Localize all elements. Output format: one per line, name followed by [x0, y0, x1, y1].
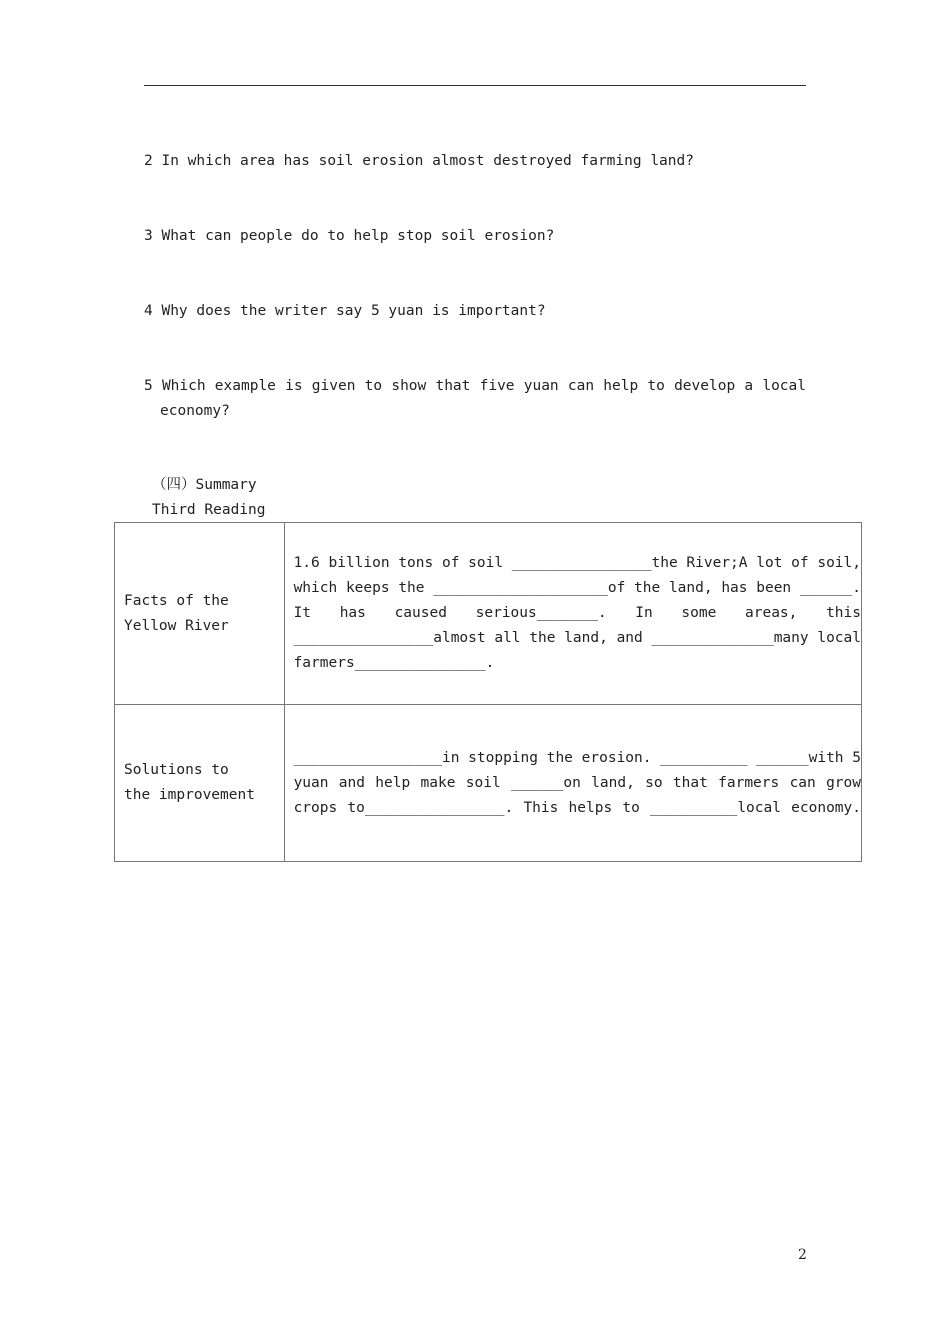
question-4: 4 Why does the writer say 5 yuan is important? — [144, 303, 546, 319]
question-3: 3 What can people do to help stop soil erosion? — [144, 228, 555, 244]
facts-label-line-1: Facts of the — [124, 592, 229, 609]
table-row — [115, 523, 862, 705]
facts-line-2: which keeps the ____________________of the land, has been ______. — [293, 580, 861, 596]
facts-line-4: ________________almost all the land, and ______________many local — [293, 630, 861, 646]
question-5-line-2: economy? — [160, 403, 230, 419]
solutions-line-3: crops to________________. This helps to __________local economy. — [293, 799, 861, 816]
solutions-content-cell — [284, 705, 861, 862]
question-5-line-1: 5 Which example is given to show that five yuan can help to develop a local — [144, 378, 806, 394]
facts-line-3: It has caused serious_______. In some areas, this — [293, 605, 861, 621]
question-2: 2 In which area has soil erosion almost destroyed farming land? — [144, 153, 694, 169]
top-rule — [144, 85, 806, 86]
question-5 — [144, 374, 806, 424]
facts-line-5: farmers_______________. — [293, 655, 495, 671]
facts-label-line-2: Yellow River — [124, 617, 229, 634]
solutions-line-1: _________________in stopping the erosion. __________ ______with 5 — [293, 749, 861, 766]
solutions-label-line-1: Solutions to — [124, 762, 229, 778]
facts-content-cell — [284, 523, 861, 705]
solutions-line-2: yuan and help make soil ______on land, so that farmers can grow — [293, 774, 861, 791]
facts-label-cell — [115, 523, 285, 705]
solutions-label-line-2: the improvement — [124, 787, 255, 803]
page-number: 2 — [798, 1247, 807, 1263]
section-subheading: Third Reading — [152, 502, 266, 518]
facts-line-1: 1.6 billion tons of soil ________________the River;A lot of soil, — [293, 555, 861, 571]
section-heading: （四）Summary — [152, 477, 257, 493]
table-row — [115, 705, 862, 862]
summary-table — [114, 522, 862, 862]
solutions-label-cell — [115, 705, 285, 862]
